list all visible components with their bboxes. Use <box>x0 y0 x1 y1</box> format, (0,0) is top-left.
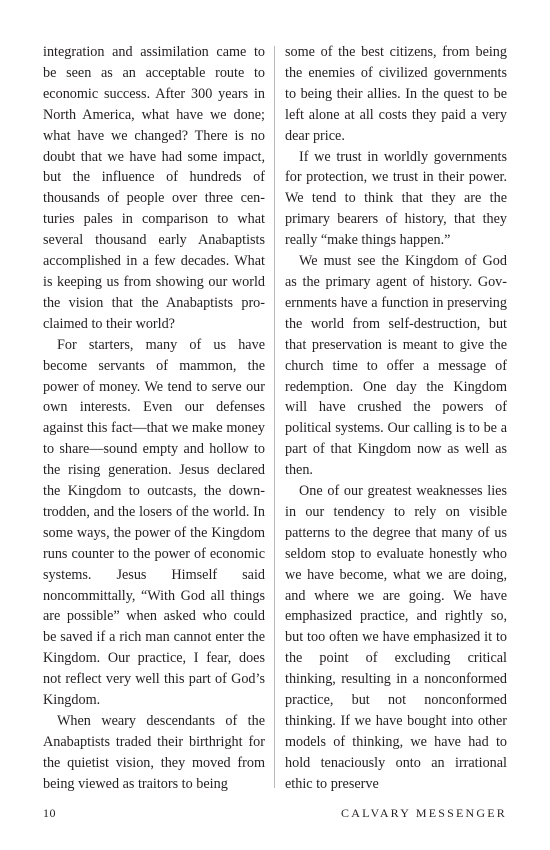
running-title: CALVARY MESSENGER <box>341 806 507 820</box>
page-number: 10 <box>43 806 56 820</box>
column-divider <box>274 46 275 788</box>
right-text-column <box>285 42 507 795</box>
body-paragraph: some of the best citizens, from being the enemies of civilized governments to being their allies. In the quest to be left alone at all costs they paid a very dear price. <box>285 44 507 144</box>
body-paragraph: For starters, many of us have become servants of mammon, the power of money. We tend to serve our own interests. Even our defenses against this fact—that we make money to share—sound empty and hollow to the rising generation. Jesus declared the Kingdom to outcasts, the down-trodden, and the losers of the world. In some ways, the power of the Kingdom runs counter to the power of economic systems. Jesus Himself said noncommittally, “With God all things are possible” when asked who could be saved if a rich man cannot enter the Kingdom. Our practice, I fear, does not reflect very well this part of God’s Kingdom. <box>43 336 265 709</box>
body-paragraph: One of our greatest weaknesses lies in our tendency to rely on visible patterns to the degree that many of us seldom stop to evaluate honestly who we have become, what we are doing, and where we are going. We have emphasized practice, and rightly so, but too often we have emphasized it to the point of excluding critical thinking, resulting in a nonconformed practice, but not nonconformed thinking. If we have bought into other models of thinking, we have had to hold tenaciously onto an irrational ethic to preserve <box>285 483 507 792</box>
body-paragraph: When weary descendants of the Anabaptists traded their birthright for the quietist vision, they moved from being viewed as traitors to being <box>43 713 265 792</box>
body-paragraph: integration and assimilation came to be seen as an acceptable route to economic success. After 300 years in North America, what have we done; what have we changed? There is no doubt that we have had some impact, but the influence of hundreds of thousands of people over three centuries pales in comparison to what several thousand early Anabaptists accomplished in a few decades. What is keeping us from showing our world the vision that the Anabaptists proclaimed to their world? <box>43 44 265 332</box>
body-paragraph: We must see the Kingdom of God as the primary agent of history. Governments have a function in preserving the world from self-destruction, but that preservation is meant to give the church time to offer a message of redemption. One day the Kingdom will have crushed the powers of political systems. Our calling is to be a part of that Kingdom now as well as then. <box>285 253 507 479</box>
left-text-column <box>43 42 265 795</box>
body-paragraph: If we trust in worldly governments for protection, we trust in their power. We tend to think that they are the primary bearers of history, that they really “make things happen.” <box>285 148 507 249</box>
